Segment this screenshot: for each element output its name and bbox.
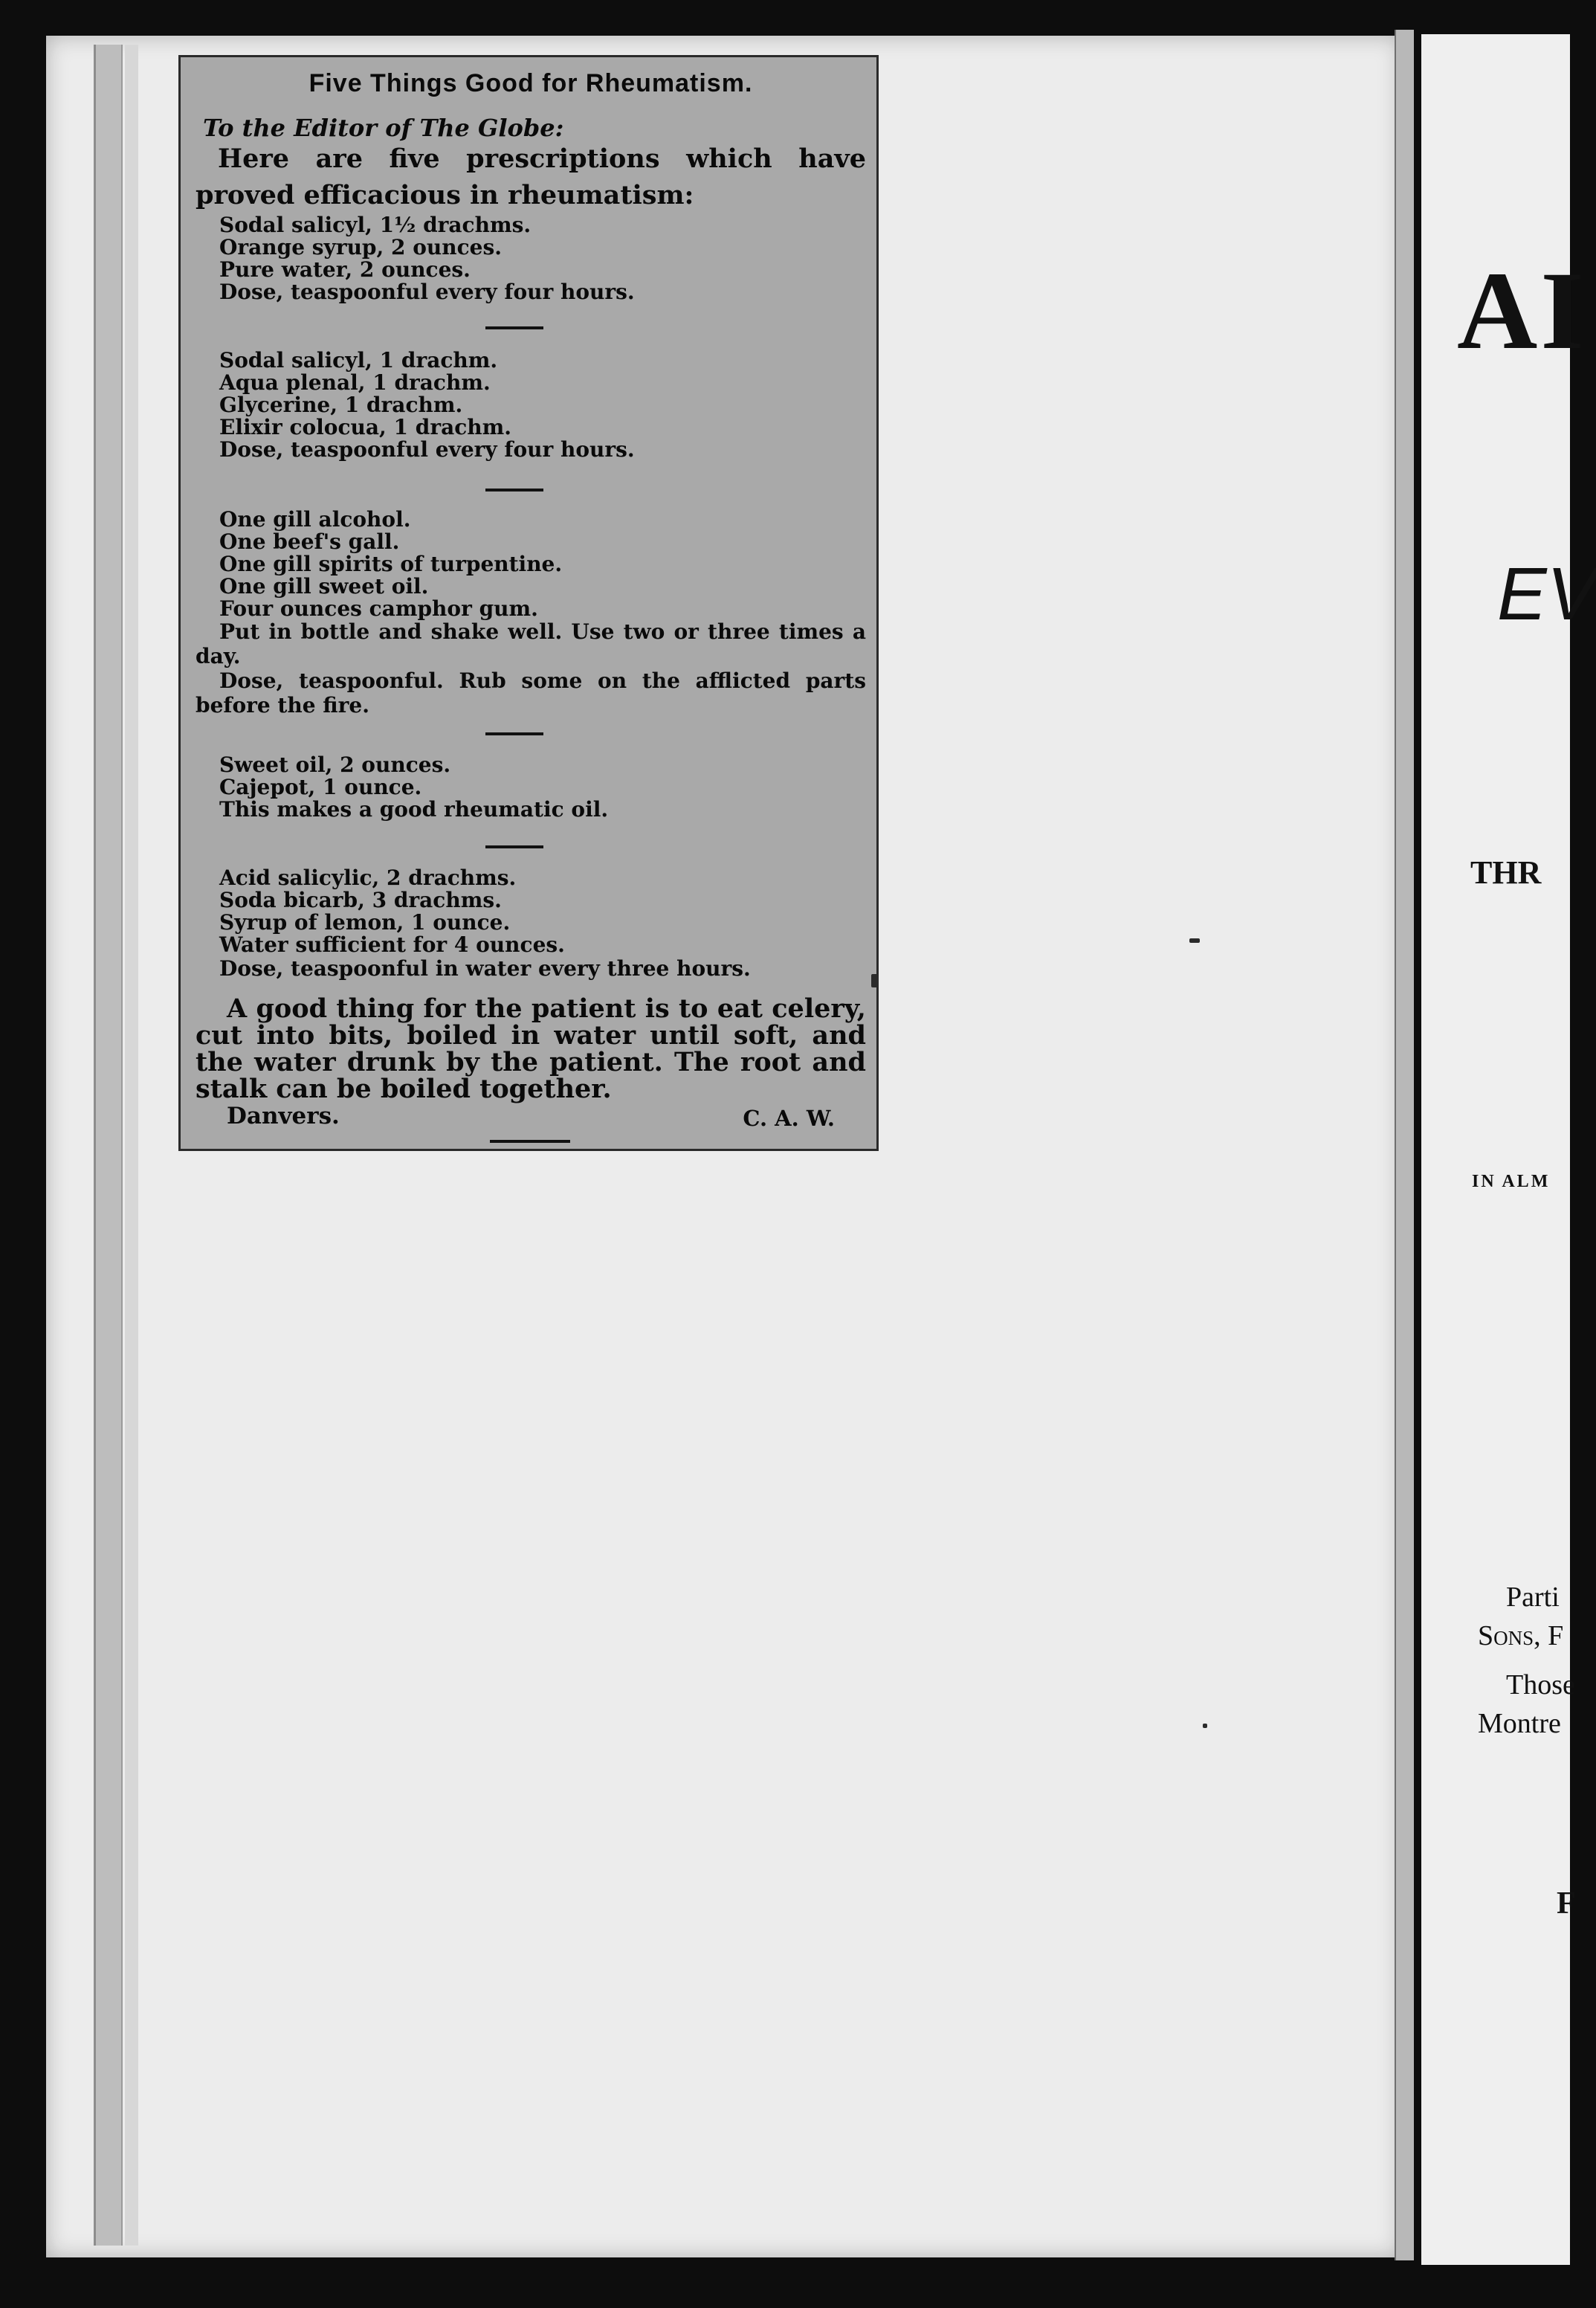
rx-2-line-2: Aqua plenal, 1 drachm. <box>219 370 491 395</box>
right-page-italic-fragment: EV <box>1497 552 1596 636</box>
separator-rule <box>485 845 543 848</box>
right-page-fragment <box>1421 34 1596 2265</box>
rx-5-line-1: Acid salicylic, 2 drachms. <box>219 866 517 890</box>
clipping-place: Danvers. <box>227 1103 340 1129</box>
binding-strip <box>94 45 123 2246</box>
rx-3-line-2: One beef's gall. <box>219 529 400 554</box>
rx-2-line-5: Dose, teaspoonful every four hours. <box>219 437 635 462</box>
rx-4-line-1: Sweet oil, 2 ounces. <box>219 752 451 777</box>
separator-rule <box>485 326 543 329</box>
rx-4-line-2: Cajepot, 1 ounce. <box>219 775 422 799</box>
binding-strip-inner <box>125 45 138 2246</box>
separator-rule <box>485 732 543 735</box>
right-page-line-1: Parti <box>1506 1582 1560 1613</box>
clipping-closing-paragraph: A good thing for the patient is to eat celery, cut into bits, boiled in water until soft, and the water drunk by the patient. The root and stalk can be boiled together. <box>196 993 866 1104</box>
newspaper-clipping <box>178 55 879 1151</box>
page-gutter <box>1395 30 1414 2260</box>
rx-3-line-3: One gill spirits of turpentine. <box>219 552 563 576</box>
scan-speck <box>1189 938 1200 943</box>
right-page-line-2: Sons, F <box>1478 1620 1564 1651</box>
clipping-initials: C. A. W. <box>743 1106 835 1131</box>
rx-3-directions: Put in bottle and shake well. Use two or three times a day. <box>196 619 866 668</box>
rx-2-line-3: Glycerine, 1 drachm. <box>219 393 463 417</box>
rx-2-line-1: Sodal salicyl, 1 drachm. <box>219 348 498 373</box>
separator-rule <box>490 1140 570 1143</box>
right-page-title-fragment: AI <box>1457 249 1587 373</box>
rx-3-dose: Dose, teaspoonful. Rub some on the afflicted parts before the fire. <box>196 668 866 718</box>
right-page-line-3: Those <box>1506 1669 1575 1701</box>
rx-1-line-2: Orange syrup, 2 ounces. <box>219 235 502 260</box>
rx-5-line-2: Soda bicarb, 3 drachms. <box>219 888 502 912</box>
rx-2-line-4: Elixir colocua, 1 drachm. <box>219 415 512 439</box>
rx-1-line-1: Sodal salicyl, 1½ drachms. <box>219 213 532 237</box>
clipping-intro: Here are five prescriptions which have proved efficacious in rheumatism: <box>196 144 866 210</box>
right-page-line-4: Montre <box>1478 1708 1561 1739</box>
separator-rule <box>485 489 543 491</box>
rx-5-line-4: Water sufficient for 4 ounces. <box>219 932 565 957</box>
scan-speck <box>1203 1724 1207 1728</box>
rx-4-line-3: This makes a good rheumatic oil. <box>219 797 609 822</box>
right-page-line-5: F <box>1557 1886 1576 1921</box>
clipping-title: Five Things Good for Rheumatism. <box>308 69 753 97</box>
rx-1-line-3: Pure water, 2 ounces. <box>219 257 471 282</box>
rx-3-line-1: One gill alcohol. <box>219 507 411 532</box>
right-page-small-fragment: IN ALM <box>1472 1172 1551 1191</box>
rx-3-line-4: One gill sweet oil. <box>219 574 429 599</box>
rx-1-line-4: Dose, teaspoonful every four hours. <box>219 280 635 304</box>
rx-3-line-5: Four ounces camphor gum. <box>219 596 538 621</box>
clipping-salutation: To the Editor of The Globe: <box>203 114 564 142</box>
scan-speck <box>871 974 879 987</box>
rx-5-line-5: Dose, teaspoonful in water every three hours. <box>219 956 751 981</box>
right-page-caps-fragment: THR <box>1470 854 1542 891</box>
rx-5-line-3: Syrup of lemon, 1 ounce. <box>219 910 511 935</box>
